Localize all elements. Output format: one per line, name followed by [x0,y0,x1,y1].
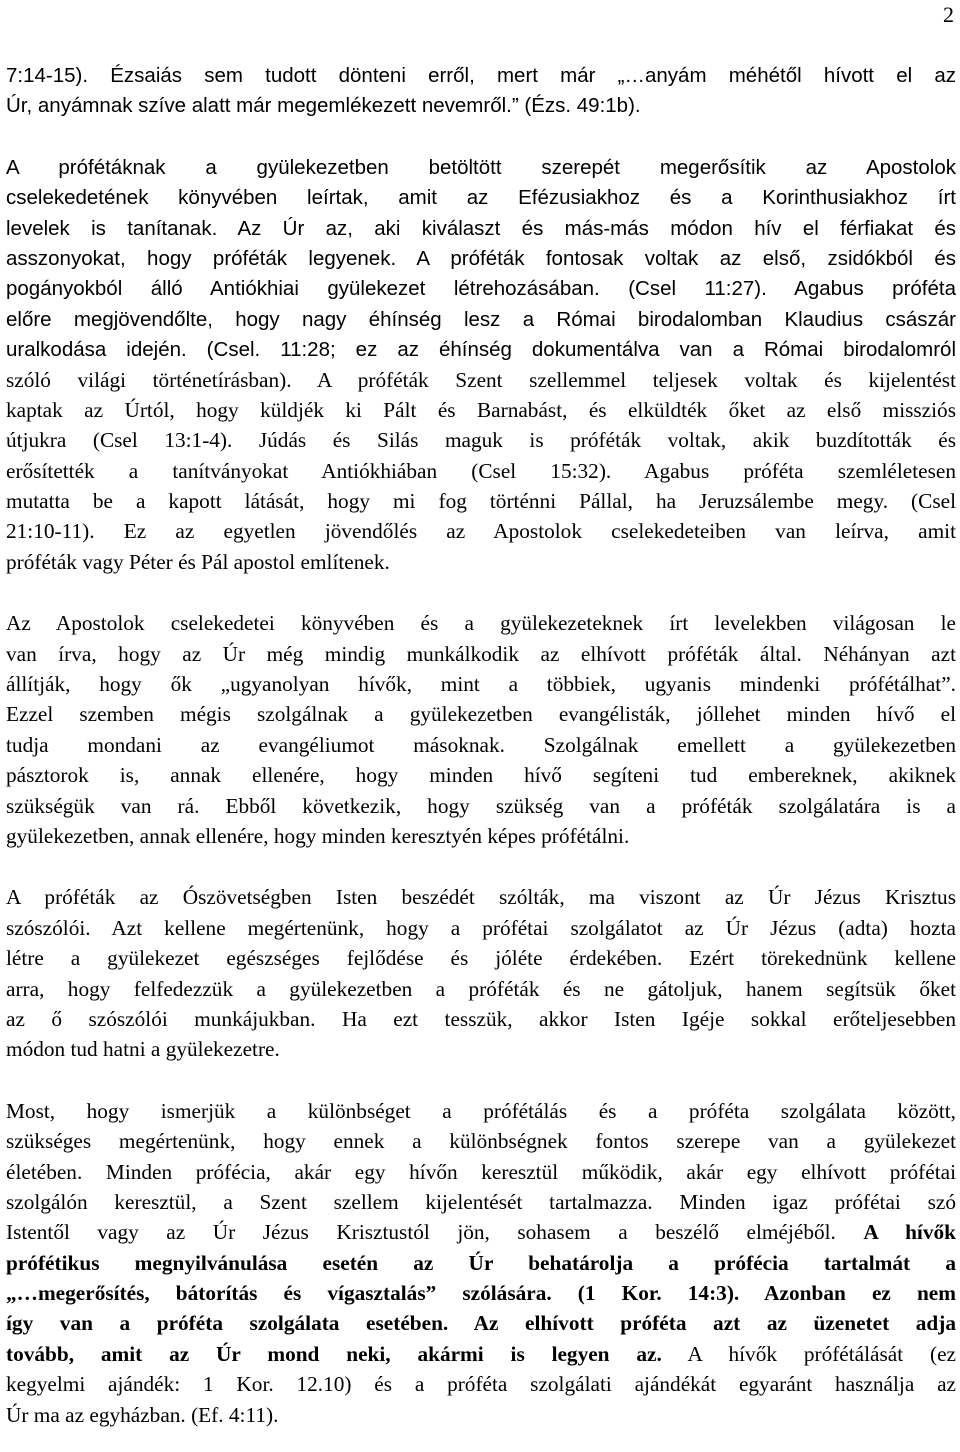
text-line [6,730,956,760]
text-line [6,547,956,577]
text-run: A hívők prófétálását (ez [661,1341,956,1366]
text-line [6,699,956,729]
text-line [6,1157,956,1187]
text-line [6,365,956,395]
text-run: létre a gyülekezet egészséges fejlődése és jóléte érdekében. Ezért törekednünk kellene [6,946,956,971]
paragraph-gap [6,1065,956,1096]
text-run: szószólói. Azt kellene megértenünk, hogy a prófétai szolgálatot az Úr Jézus (adta) hozta [6,915,956,940]
text-run: cselekedetének könyvében leírtak, amit az Efézusiakhoz és a Korinthusiakhoz írt [6,186,956,210]
text-line [6,243,956,273]
text-run: pogányokból álló Antiókhiai gyülekezet létrehozásában. (Csel 11:27). Agabus próféta [6,277,956,301]
text-line [6,1278,956,1308]
paragraph-gap [6,121,956,152]
text-line [6,182,956,212]
text-line [6,760,956,790]
text-run: Úr, anyámnak szíve alatt már megemlékezett nevemről.” (Ézs. 49:1b). [6,94,641,118]
text-run: kegyelmi ajándék: 1 Kor. 12.10) és a próféta szolgálati ajándékát egyaránt használja az [6,1372,956,1397]
text-run: erősítették a tanítványokat Antiókhiában (Csel 15:32). Agabus próféta szemléletesen [6,458,956,483]
text-line [6,943,956,973]
text-line [6,1004,956,1034]
text-line [6,1187,956,1217]
text-run: előre megjövendőlte, hogy nagy éhínség lesz a Római birodalomban Klaudius császár [6,307,956,331]
text-run: levelek is tanítanak. Az Úr az, aki kiválaszt és más-más módon hív el férfiakat és [6,216,956,240]
text-line [6,334,956,364]
text-run: Istentől vagy az Úr Jézus Krisztustól jön, sohasem a beszélő elméjéből. [6,1220,864,1245]
text-line [6,669,956,699]
text-run: 7:14-15). Ézsaiás sem tudott dönteni erről, mert már „…anyám méhétől hívott el az [6,64,956,87]
text-line [6,1400,956,1430]
text-line [6,1217,956,1247]
text-line [6,486,956,516]
text-line [6,1308,956,1338]
text-run: Az Apostolok cselekedetei könyvében és a gyülekezeteknek írt levelekben világosan le [6,611,956,636]
text-line [6,60,956,90]
text-line [6,1369,956,1399]
text-line [6,974,956,1004]
text-run: pásztorok is, annak ellenére, hogy minden hívő segíteni tud embereknek, akiknek [6,763,956,788]
paragraph-gap [6,577,956,608]
text-line [6,273,956,303]
text-line [6,395,956,425]
text-line [6,639,956,669]
text-run: uralkodása idején. (Csel. 11:28; ez az éhínség dokumentálva van a Római birodalomról [6,338,956,362]
text-run: az ő szószólói munkájukban. Ha ezt tesszük, akkor Isten Igéje sokkal erőteljesebben [6,1006,956,1031]
text-line [6,913,956,943]
text-run: Most, hogy ismerjük a különbséget a prófétálás és a próféta szolgálata között, [6,1098,956,1123]
text-run: asszonyokat, hogy próféták legyenek. A próféták fontosak voltak az első, zsidókból és [6,246,956,270]
text-line [6,304,956,334]
text-line [6,1248,956,1278]
text-run: 21:10-11). Ez az egyetlen jövendőlés az Apostolok cselekedeteiben van leírva, amit [6,519,956,544]
text-run: életében. Minden prófécia, akár egy hívőn keresztül működik, akár egy elhívott prófétai [6,1159,956,1184]
bold-text: prófétikus megnyilvánulása esetén az Úr behatárolja a prófécia tartalmát a [6,1250,956,1275]
text-line [6,1339,956,1369]
bold-text: A hívők [863,1220,956,1245]
text-run: van írva, hogy az Úr még mindig munkálkodik az elhívott próféták által. Néhányan azt [6,641,956,666]
text-line [6,882,956,912]
text-run: A prófétáknak a gyülekezetben betöltött szerepét megerősítik az Apostolok [6,155,956,179]
paragraph [6,882,956,1064]
text-line [6,425,956,455]
text-line [6,1034,956,1064]
text-line [6,456,956,486]
text-line [6,90,956,120]
document-body [6,60,956,1430]
bold-text: „…megerősítés, bátorítás és vígasztalás” szólására. (1 Kor. 14:3). Azonban ez nem [6,1281,956,1306]
text-run: Úr ma az egyházban. (Ef. 4:11). [6,1402,279,1427]
text-line [6,152,956,182]
text-run: Ezzel szemben mégis szolgálnak a gyülekezetben evangélisták, jóllehet minden hívő el [6,702,956,727]
text-run: gyülekezetben, annak ellenére, hogy minden keresztyén képes prófétálni. [6,823,630,848]
text-run: állítják, hogy ők „ugyanolyan hívők, mint a többiek, ugyanis mindenki prófétálhat”. [6,672,956,697]
paragraph [6,608,956,851]
paragraph [6,60,956,121]
text-run: szolgálón keresztül, a Szent szellem kijelentését tartalmazza. Minden igaz prófétai szó [6,1189,956,1214]
text-run: A próféták az Ószövetségben Isten beszédét szólták, ma viszont az Úr Jézus Krisztus [6,885,956,910]
paragraph [6,1096,956,1430]
text-line [6,1126,956,1156]
text-line [6,608,956,638]
paragraph-gap [6,851,956,882]
text-line [6,1096,956,1126]
text-run: kaptak az Úrtól, hogy küldjék ki Pált és Barnabást, és elküldték őket az első missziós [6,397,956,422]
text-run: szükségük van rá. Ebből következik, hogy szükség van a próféták szolgálatára is a [6,793,956,818]
bold-text: tovább, amit az Úr mond neki, akármi is legyen az. [6,1341,662,1366]
text-run: arra, hogy felfedezzük a gyülekezetben a próféták és ne gátoljuk, hanem segítsük őket [6,976,956,1001]
text-line [6,213,956,243]
text-run: mutatta be a kapott látását, hogy mi fog történni Pállal, ha Jeruzsálembe megy. (Csel [6,489,956,514]
text-line [6,791,956,821]
text-run: tudja mondani az evangéliumot másoknak. Szolgálnak emellett a gyülekezetben [6,732,956,757]
text-run: próféták vagy Péter és Pál apostol említenek. [6,549,390,574]
paragraph [6,152,956,577]
text-run: útjukra (Csel 13:1-4). Júdás és Silás maguk is próféták voltak, akik buzdították és [6,428,956,453]
text-run: szükséges megértenünk, hogy ennek a különbségnek fontos szerepe van a gyülekezet [6,1129,956,1154]
text-run: módon tud hatni a gyülekezetre. [6,1037,280,1062]
bold-text: így van a próféta szolgálata esetében. Az elhívott próféta azt az üzenetet adja [6,1311,956,1336]
page-number: 2 [943,2,954,27]
text-line [6,516,956,546]
text-line [6,821,956,851]
text-run: szóló világi történetírásban). A próféták Szent szellemmel teljesek voltak és kijelentést [6,367,956,392]
